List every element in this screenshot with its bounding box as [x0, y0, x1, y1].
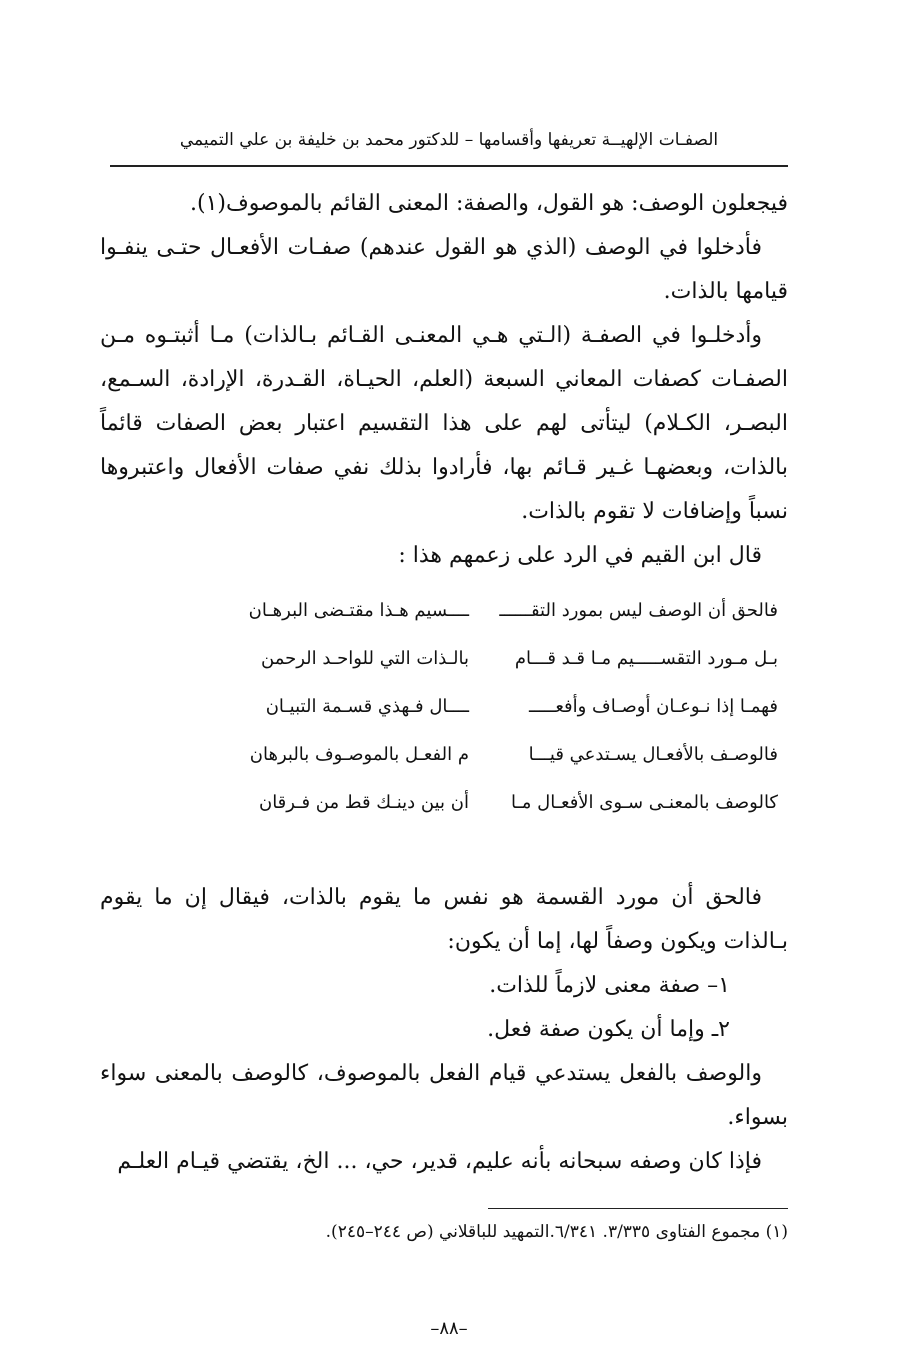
- page-number: –٨٨–: [430, 1318, 468, 1339]
- verse-first-hemistich: كالوصف بالمعنـى سـوى الأفعـال مـا: [511, 791, 778, 813]
- main-text: [100, 182, 788, 578]
- verse-second-hemistich: أن بين دينـك قط من فـرقان: [258, 791, 469, 813]
- verse-first-hemistich: بـل مـورد التقســـــيم مـا قـد قـــام: [514, 647, 778, 669]
- running-header: الصفـات الإلهيــة تعريفها وأقسامها – للدكتور محمد بن خليفة بن علي التميمي: [179, 130, 719, 150]
- list-item: ١– صفة معنى لازماً للذات.: [489, 973, 730, 998]
- list-item: ٢ـ وإما أن يكون صفة فعل.: [487, 1017, 730, 1042]
- poem-verse: [160, 778, 788, 826]
- verse-first-hemistich: فالحق أن الوصف ليس بمورد التقــــــ: [499, 599, 778, 621]
- header-rule: [110, 165, 788, 167]
- poem: [160, 586, 788, 826]
- paragraph: وأدخلـوا في الصفـة (الـتي هـي المعنـى القـائم بـالذات) مـا أثبتـوه مـن الصفـات كصفات المعاني السبعة (العلم، الحيـاة، القـدرة، الإرادة، السـمع، البصـر، الكـلام) ليتأتى لهم على هذا التقسيم اعتبار بعض الصفات قائماً بالذات، وبعضهـا غـير قـائم بها، فأرادوا بذلك نفي صفات الأفعال واعتبروها نسباً وإضافات لا تقوم بالذات.: [100, 323, 789, 524]
- poem-verse: [160, 682, 788, 730]
- paragraph: فيجعلون الوصف: هو القول، والصفة: المعنى القائم بالموصوف(١).: [190, 191, 788, 216]
- poem-verse: [160, 634, 788, 682]
- paragraph: والوصف بالفعل يستدعي قيام الفعل بالموصوف، كالوصف بالمعنى سواء بسواء.: [100, 1061, 788, 1130]
- poem-verse: [160, 730, 788, 778]
- paragraph: فالحق أن مورد القسمة هو نفس ما يقوم بالذات، فيقال إن ما يقوم بـالذات ويكون وصفاً لها، إما أن يكون:: [100, 885, 788, 954]
- verse-first-hemistich: فالوصـف بالأفعـال يسـتدعي قيـــا: [528, 743, 778, 765]
- verse-second-hemistich: ــــال فـهذي قسـمة التبيـان: [265, 695, 469, 717]
- verse-second-hemistich: م الفعـل بالموصـوف بالبرهان: [249, 743, 469, 765]
- main-text-continued: [100, 876, 788, 1184]
- paragraph: فإذا كان وصفه سبحانه بأنه عليم، قدير، حي، ... الخ، يقتضي قيـام العلـم: [117, 1149, 762, 1174]
- paragraph: فأدخلوا في الوصف (الذي هو القول عندهم) صفـات الأفعـال حتـى ينفـوا قيامها بالذات.: [100, 235, 788, 304]
- poem-verse: [160, 586, 788, 634]
- footnote-rule: [488, 1208, 788, 1209]
- verse-second-hemistich: ــــسيم هـذا مقتـضى البرهـان: [248, 599, 469, 621]
- verse-second-hemistich: بالـذات التي للواحـد الرحمن: [261, 647, 469, 669]
- paragraph: قال ابن القيم في الرد على زعمهم هذا :: [398, 543, 762, 568]
- footnote: (١) مجموع الفتاوى ٣/٣٣٥. ٦/٣٤١.التمهيد للباقلاني (ص ٢٤٤–٢٤٥).: [325, 1222, 788, 1242]
- verse-first-hemistich: فهمـا إذا نـوعـان أوصـاف وأفعـــــ: [528, 695, 778, 717]
